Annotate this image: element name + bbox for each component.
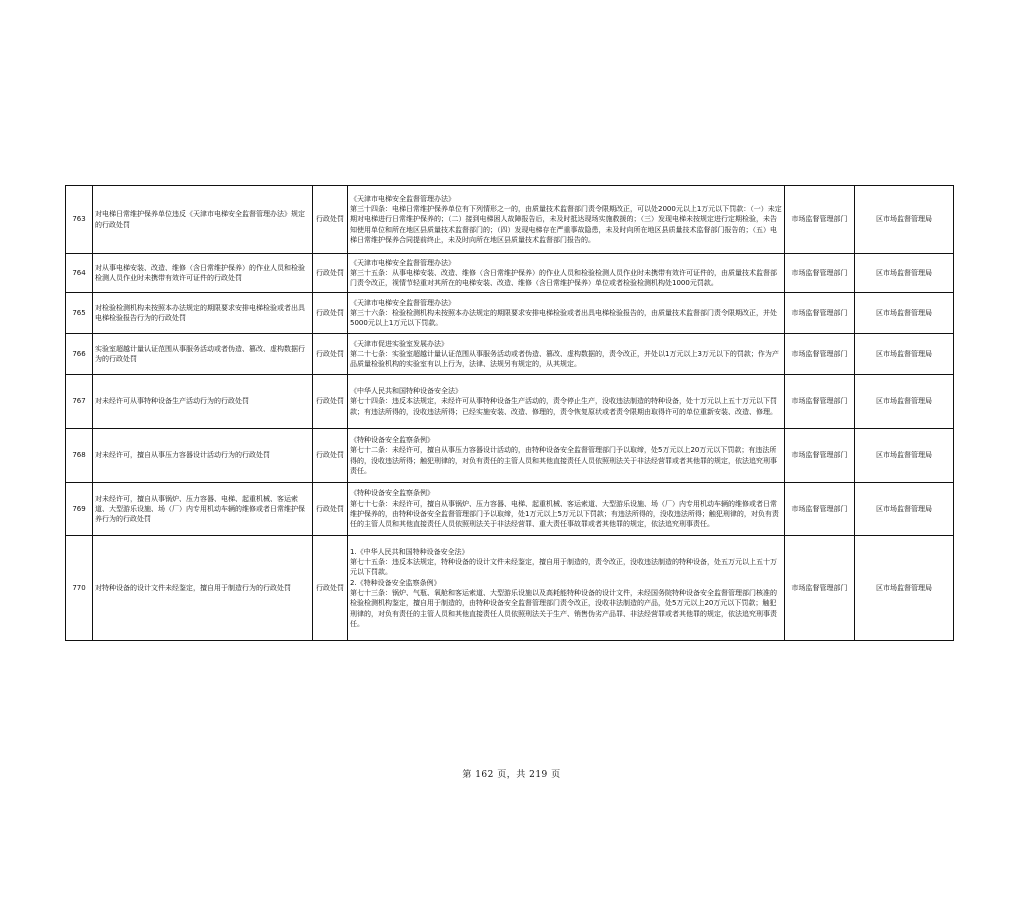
legal-basis-line: 第七十三条：锅炉、气瓶、氧舱和客运索道、大型游乐设施以及高耗能特种设备的设计文件，未经国务院特种设备安全监督管理部门核准的检验检测机构鉴定，擅自用于制造的，由特种设备安全监督管理部门责令改正，没收非法制造的产品，处5万元以上20万元以下罚款；触犯刑律的，对负有责任的主管人员和其他直接责任人员依照刑法关于生产、销售伪劣产品罪、非法经营罪或者其他罪的规定，依法追究刑事责任。 — [350, 589, 777, 628]
legal-basis-line: 第七十五条：违反本法规定，特种设备的设计文件未经鉴定，擅自用于制造的，责令改正，没收违法制造的特种设备，处五万元以上五十万元以下罚款。 — [350, 558, 777, 577]
implementing-agency: 区市场监督管理局 — [855, 483, 954, 536]
item-name: 对未经许可，擅自从事压力容器设计活动行为的行政处罚 — [93, 429, 313, 483]
item-name: 对电梯日常维护保养单位违反《天津市电梯安全监督管理办法》规定的行政处罚 — [93, 186, 313, 254]
implementing-agency: 区市场监督管理局 — [855, 293, 954, 334]
implementing-agency: 区市场监督管理局 — [855, 375, 954, 429]
item-name: 对未经许可从事特种设备生产活动行为的行政处罚 — [93, 375, 313, 429]
responsible-department: 市场监督管理部门 — [785, 375, 855, 429]
table-row — [66, 429, 954, 483]
row-number: 764 — [66, 254, 93, 293]
responsible-department: 市场监督管理部门 — [785, 334, 855, 375]
item-name: 实验室超越计量认证范围从事服务活动或者伪造、篡改、虚构数据行为的行政处罚 — [93, 334, 313, 375]
legal-basis-line: 《天津市电梯安全监督管理办法》 — [350, 258, 455, 267]
implementing-agency: 区市场监督管理局 — [855, 254, 954, 293]
item-category: 行政处罚 — [313, 293, 348, 334]
item-category: 行政处罚 — [313, 375, 348, 429]
item-category: 行政处罚 — [313, 334, 348, 375]
legal-basis-line: 第三十四条：电梯日常维护保养单位有下列情形之一的，由质量技术监督部门责令限期改正，可以处2000元以上1万元以下罚款：（一）未定期对电梯进行日常维护保养的；（二）接到电梯困人故障报告后，未及时抵达现场实施救援的；（三）发现电梯未按规定进行定期检验，未告知使用单位和所在地区县质量技术监督部门的；（四）发现电梯存在严重事故隐患，未及时向所在地区县质量技术监督部门报告的；（五）电梯日常维护保养合同提前终止，未及时向所在地区县质量技术监督部门报告的。 — [350, 205, 782, 244]
implementing-agency: 区市场监督管理局 — [855, 429, 954, 483]
legal-basis-line: 第七十二条：未经许可，擅自从事压力容器设计活动的，由特种设备安全监督管理部门予以取缔，处5万元以上20万元以下罚款；有违法所得的，没收违法所得；触犯刑律的，对负有责任的主管人员和其他直接责任人员依照刑法关于非法经营罪或者其他罪的规定，依法追究刑事责任。 — [350, 446, 777, 475]
administrative-penalty-table — [65, 185, 954, 641]
item-name: 对特种设备的设计文件未经鉴定，擅自用于制造行为的行政处罚 — [93, 536, 313, 641]
table-row — [66, 334, 954, 375]
responsible-department: 市场监督管理部门 — [785, 536, 855, 641]
legal-basis — [348, 483, 785, 536]
implementing-agency: 区市场监督管理局 — [855, 536, 954, 641]
item-category: 行政处罚 — [313, 186, 348, 254]
legal-basis-line: 第三十五条：从事电梯安装、改造、维修（含日常维护保养）的作业人员和检验检测人员作业时未携带有效许可证件的，由质量技术监督部门责令改正，视情节轻重对其所在的电梯安装、改造、维修（含日常维护保养）单位或者检验检测机构处1000元罚款。 — [350, 268, 777, 288]
row-number: 770 — [66, 536, 93, 641]
item-name: 对未经许可，擅自从事锅炉、压力容器、电梯、起重机械、客运索道、大型游乐设施、场（厂）内专用机动车辆的维修或者日常维护保养行为的行政处罚 — [93, 483, 313, 536]
legal-basis — [348, 375, 785, 429]
legal-basis — [348, 254, 785, 293]
item-category: 行政处罚 — [313, 254, 348, 293]
legal-basis-line: 《特种设备安全监察条例》 — [350, 489, 434, 498]
responsible-department: 市场监督管理部门 — [785, 186, 855, 254]
legal-basis-line: 1.《中华人民共和国特种设备安全法》 — [350, 547, 469, 556]
table-row — [66, 254, 954, 293]
responsible-department: 市场监督管理部门 — [785, 254, 855, 293]
legal-basis — [348, 429, 785, 483]
table-row — [66, 375, 954, 429]
legal-basis-line: 第三十六条：检验检测机构未按照本办法规定的期限要求安排电梯检验或者出具电梯检验报告的，由质量技术监督部门责令限期改正，并处5000元以上1万元以下罚款。 — [350, 308, 777, 328]
legal-basis-line: 《天津市促进实验室发展办法》 — [350, 339, 448, 348]
row-number: 768 — [66, 429, 93, 483]
responsible-department: 市场监督管理部门 — [785, 483, 855, 536]
item-category: 行政处罚 — [313, 536, 348, 641]
row-number: 765 — [66, 293, 93, 334]
table-row — [66, 186, 954, 254]
item-name: 对检验检测机构未按照本办法规定的期限要求安排电梯检验或者出具电梯检验报告行为的行政处罚 — [93, 293, 313, 334]
responsible-department: 市场监督管理部门 — [785, 429, 855, 483]
implementing-agency: 区市场监督管理局 — [855, 186, 954, 254]
legal-basis-line: 《天津市电梯安全监督管理办法》 — [350, 298, 455, 307]
legal-basis-line: 2.《特种设备安全监察条例》 — [350, 578, 441, 587]
implementing-agency: 区市场监督管理局 — [855, 334, 954, 375]
legal-basis-line: 《中华人民共和国特种设备安全法》 — [350, 387, 462, 396]
legal-basis-line: 第七十四条：违反本法规定，未经许可从事特种设备生产活动的，责令停止生产，没收违法制造的特种设备，处十万元以上五十万元以下罚款；有违法所得的，没收违法所得；已经实施安装、改造、修理的，责令恢复原状或者责令限期由取得许可的单位重新安装、改造、修理。 — [350, 397, 777, 416]
legal-basis — [348, 536, 785, 641]
row-number: 769 — [66, 483, 93, 536]
legal-basis-line: 第七十七条：未经许可，擅自从事锅炉、压力容器、电梯、起重机械、客运索道、大型游乐设施、场（厂）内专用机动车辆的维修或者日常维护保养的，由特种设备安全监督管理部门予以取缔，处1万元以上5万元以下罚款；有违法所得的，没收违法所得；触犯刑律的，对负有责任的主管人员和其他直接责任人员依照刑法关于非法经营罪、重大责任事故罪或者其他罪的规定，依法追究刑事责任。 — [350, 499, 779, 529]
row-number: 763 — [66, 186, 93, 254]
row-number: 767 — [66, 375, 93, 429]
item-name: 对从事电梯安装、改造、维修（含日常维护保养）的作业人员和检验检测人员作业时未携带有效许可证件的行政处罚 — [93, 254, 313, 293]
responsible-department: 市场监督管理部门 — [785, 293, 855, 334]
legal-basis-line: 《天津市电梯安全监督管理办法》 — [350, 194, 455, 203]
table-row — [66, 293, 954, 334]
legal-basis — [348, 293, 785, 334]
table-row — [66, 536, 954, 641]
legal-basis-line: 《特种设备安全监察条例》 — [350, 435, 434, 444]
item-category: 行政处罚 — [313, 429, 348, 483]
legal-basis — [348, 186, 785, 254]
table-row — [66, 483, 954, 536]
legal-basis-line: 第二十七条：实验室超越计量认证范围从事服务活动或者伪造、篡改、虚构数据的，责令改正，并处以1万元以上3万元以下的罚款；作为产品质量检验机构的实验室有以上行为，法律、法规另有规定的，从其规定。 — [350, 349, 779, 369]
row-number: 766 — [66, 334, 93, 375]
page-number-footer: 第 162 页，共 219 页 — [462, 770, 561, 780]
legal-basis — [348, 334, 785, 375]
item-category: 行政处罚 — [313, 483, 348, 536]
